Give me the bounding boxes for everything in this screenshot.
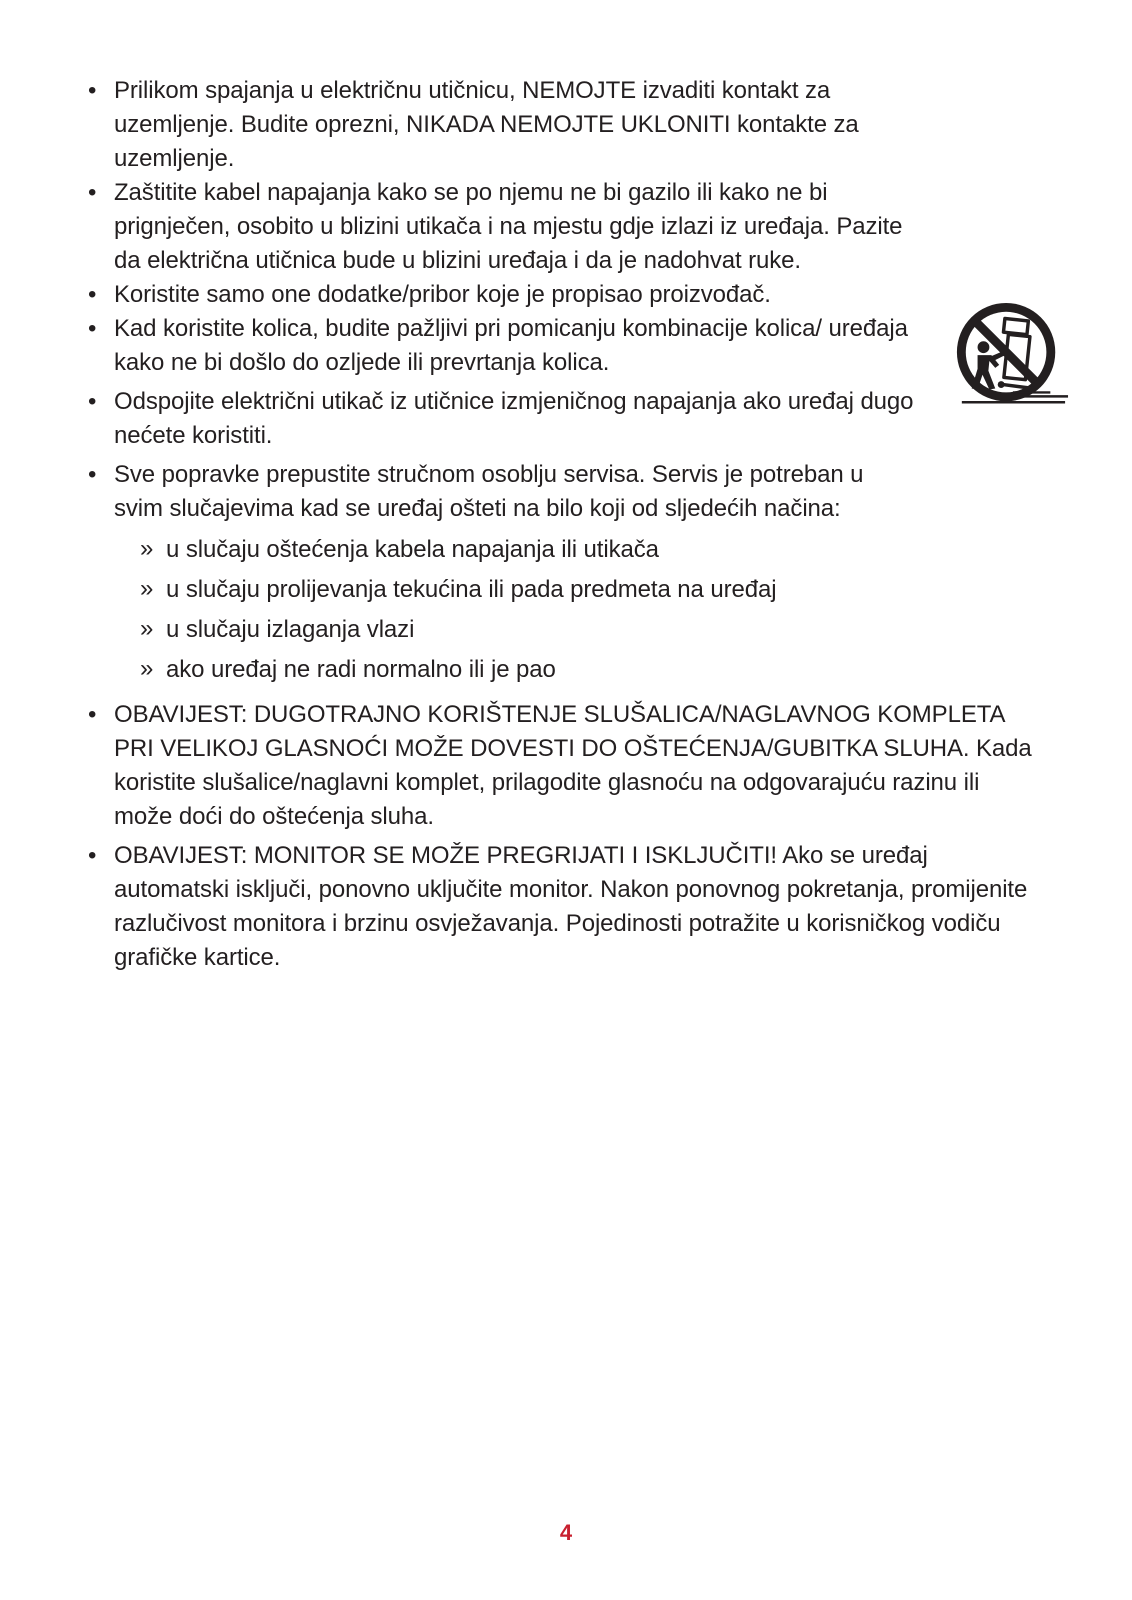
list-item <box>88 278 1038 312</box>
bullet: • <box>88 77 97 104</box>
list-item <box>88 698 1038 834</box>
bullet: • <box>88 842 97 869</box>
bullet: • <box>88 461 97 488</box>
list-item-text: Odspojite električni utikač iz utičnice izmjeničnog napajanja ako uređaj dugo nećete koristiti. <box>114 388 914 449</box>
sub-list-item <box>140 650 1038 690</box>
sub-list-item-text: u slučaju oštećenja kabela napajanja ili utikača <box>166 536 659 563</box>
bullet: • <box>88 179 97 206</box>
sub-list <box>114 530 1038 690</box>
page-number: 4 <box>559 1520 573 1545</box>
list-item <box>88 839 1038 975</box>
safety-instructions-list <box>88 74 1038 975</box>
list-item <box>88 176 1038 278</box>
sub-bullet: » <box>140 615 154 642</box>
list-item-text: OBAVIJEST: MONITOR SE MOŽE PREGRIJATI I ISKLJUČITI! Ako se uređaj automatski isključi, ponovno uključite monitor. Nakon ponovnog pokretanja, promijenite razlučivost monitora i brzinu osvježavanja. Pojedinosti potražite u korisničkog vodiču grafičke kartice. <box>114 842 1028 971</box>
bullet: • <box>88 701 97 728</box>
list-item-text: Kad koristite kolica, budite pažljivi pri pomicanju kombinacije kolica/ uređaja kako ne bi došlo do ozljede ili prevrtanja kolica. <box>114 315 908 376</box>
list-item-text: Zaštitite kabel napajanja kako se po njemu ne bi gazilo ili kako ne bi prignječen, osobito u blizini utikača i na mjestu gdje izlazi iz uređaja. Pazite da električna utičnica bude u blizini uređaja i da je nadohvat ruke. <box>114 179 903 274</box>
list-item-text: Koristite samo one dodatke/pribor koje je propisao proizvođač. <box>114 281 771 308</box>
sub-list-item <box>140 570 1038 610</box>
sub-list-item-text: u slučaju prolijevanja tekućina ili pada predmeta na uređaj <box>166 576 777 603</box>
sub-bullet: » <box>140 655 154 682</box>
sub-bullet: » <box>140 575 154 602</box>
sub-bullet: » <box>140 535 154 562</box>
list-item <box>88 312 1038 380</box>
sub-list-item <box>140 530 1038 570</box>
list-item-text: Prilikom spajanja u električnu utičnicu, NEMOJTE izvaditi kontakt za uzemljenje. Budite oprezni, NIKADA NEMOJTE UKLONITI kontakte za uzemljenje. <box>114 77 859 172</box>
bullet: • <box>88 281 97 308</box>
list-item-text: OBAVIJEST: DUGOTRAJNO KORIŠTENJE SLUŠALICA/NAGLAVNOG KOMPLETA PRI VELIKOJ GLASNOĆI MOŽE DOVESTI DO OŠTEĆENJA/GUBITKA SLUHA. Kada koristite slušalice/naglavni komplet, prilagodite glasnoću na odgovarajuću razinu ili može doći do oštećenja sluha. <box>114 701 1032 830</box>
bullet: • <box>88 388 97 415</box>
list-item-text: Sve popravke prepustite stručnom osoblju servisa. Servis je potreban u svim slučajevima kad se uređaj ošteti na bilo koji od sljedećih načina: <box>114 461 864 522</box>
list-item <box>88 74 1038 176</box>
list-item <box>88 385 1038 453</box>
bullet: • <box>88 315 97 342</box>
list-item <box>88 458 1038 690</box>
sub-list-item-text: u slučaju izlaganja vlazi <box>166 616 415 643</box>
sub-list-item-text: ako uređaj ne radi normalno ili je pao <box>166 656 556 683</box>
cart-tip-over-warning-icon <box>952 300 1070 418</box>
sub-list-item <box>140 610 1038 650</box>
